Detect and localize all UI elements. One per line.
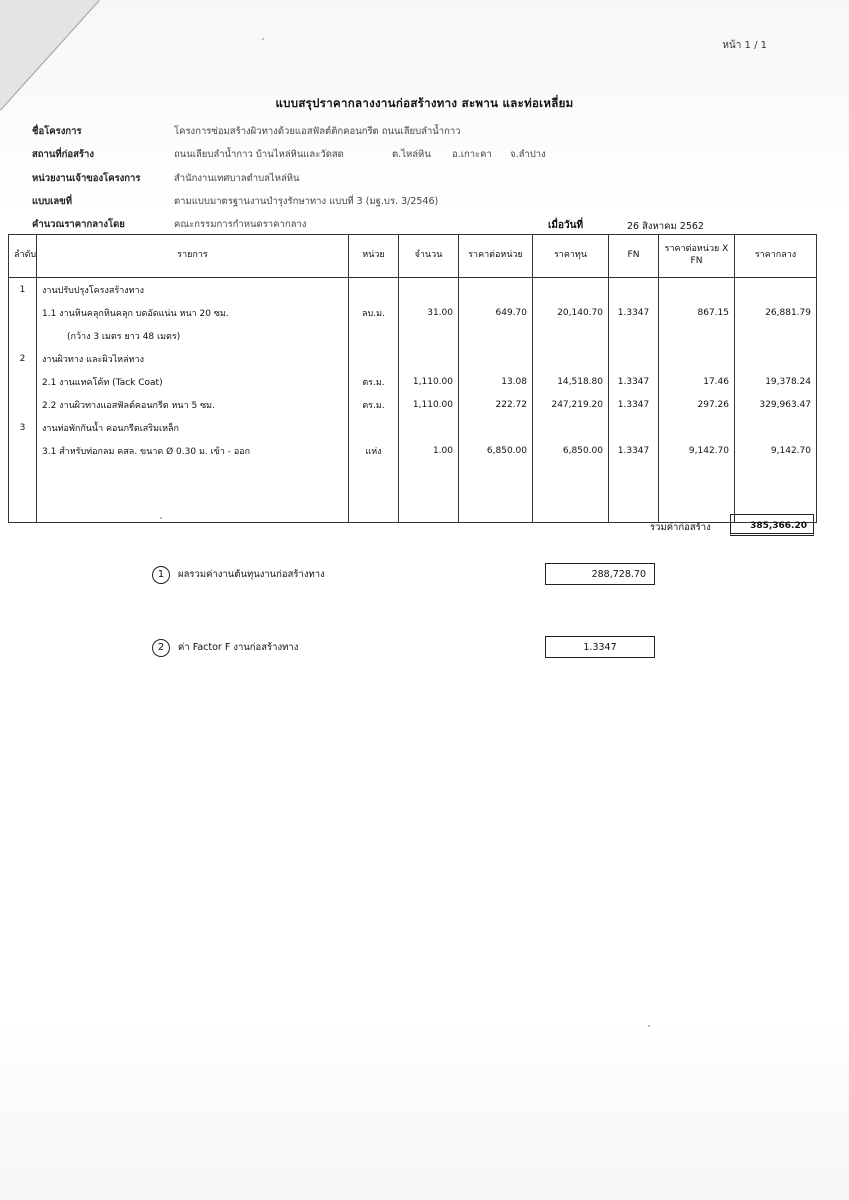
row-unit-price-fn: 17.46 (659, 370, 735, 393)
row-unit-price-fn: 9,142.70 (659, 439, 735, 462)
agency-label: หน่วยงานเจ้าของโครงการ (32, 173, 141, 184)
table-row (9, 324, 817, 347)
page-number: หน้า 1 / 1 (722, 40, 767, 51)
summary-value-box: 288,728.70 (545, 563, 655, 585)
summary-label: ค่า Factor F งานก่อสร้างทาง (178, 642, 299, 653)
row-quantity: 1,110.00 (399, 370, 459, 393)
row-median-price: 329,963.47 (735, 393, 817, 416)
table-row-empty (9, 492, 817, 523)
header-median-price: ราคากลาง (735, 235, 817, 278)
cost-table (8, 234, 817, 523)
table-row (9, 301, 817, 324)
table-row (9, 393, 817, 416)
header-cost: ราคาทุน (533, 235, 609, 278)
row-median-price: 9,142.70 (735, 439, 817, 462)
row-description: 1.1 งานหินคลุกหินคลุก บดอัดแน่น หนา 20 ซม. (37, 301, 349, 324)
location-place: ถนนเลียบลำน้ำกาว บ้านไหล่หินและวัดสด (174, 149, 344, 160)
row-note: (กว้าง 3 เมตร ยาว 48 เมตร) (37, 324, 349, 347)
row-fn: 1.3347 (609, 370, 659, 393)
row-median-price: 26,881.79 (735, 301, 817, 324)
row-cost: 20,140.70 (533, 301, 609, 324)
row-no: 2 (9, 347, 37, 370)
row-unit-price: 13.08 (459, 370, 533, 393)
table-row (9, 347, 817, 370)
document-title: แบบสรุปราคากลางงานก่อสร้างทาง สะพาน และท่อเหลี่ยม (275, 96, 574, 110)
total-label: รวมค่าก่อสร้าง (650, 522, 711, 533)
estimator-value: คณะกรรมการกำหนดราคากลาง (174, 219, 307, 230)
row-fn: 1.3347 (609, 301, 659, 324)
row-quantity: 1.00 (399, 439, 459, 462)
project-value: โครงการซ่อมสร้างผิวทางด้วยแอสฟัลต์ติกคอนกรีต ถนนเลียบลำน้ำกาว (174, 126, 461, 137)
header-unit-price-fn: ราคาต่อหน่วย X FN (659, 235, 735, 278)
row-median-price: 19,378.24 (735, 370, 817, 393)
row-unit-price: 222.72 (459, 393, 533, 416)
scan-speck (160, 517, 162, 519)
row-cost: 14,518.80 (533, 370, 609, 393)
row-no: 1 (9, 278, 37, 302)
row-description: งานท่อพักกันน้ำ คอนกรีตเสริมเหล็ก (37, 416, 349, 439)
row-description: 2.1 งานแทคโค้ท (Tack Coat) (37, 370, 349, 393)
table-row-empty (9, 462, 817, 492)
agency-value: สำนักงานเทศบาลตำบลไหล่หิน (174, 173, 300, 184)
row-description: 2.2 งานผิวทางแอสฟัลต์คอนกรีต หนา 5 ซม. (37, 393, 349, 416)
row-cost: 6,850.00 (533, 439, 609, 462)
summary-item (152, 566, 325, 584)
location-subdistrict: ต.ไหล่หิน (392, 149, 431, 160)
date-value: 26 สิงหาคม 2562 (627, 221, 704, 232)
row-unit-price-fn: 297.26 (659, 393, 735, 416)
row-cost: 247,219.20 (533, 393, 609, 416)
table-header-row (9, 235, 817, 278)
row-no: 3 (9, 416, 37, 439)
project-label: ชื่อโครงการ (32, 126, 82, 137)
row-unit: ตร.ม. (349, 393, 399, 416)
header-quantity: จำนวน (399, 235, 459, 278)
row-quantity: 31.00 (399, 301, 459, 324)
scan-speck (262, 38, 264, 40)
location-label: สถานที่ก่อสร้าง (32, 149, 94, 160)
summary-label: ผลรวมค่างานต้นทุนงานก่อสร้างทาง (178, 569, 325, 580)
form-value: ตามแบบมาตรฐานงานบำรุงรักษาทาง แบบที่ 3 (มฐ.บร. 3/2546) (174, 196, 439, 207)
row-description: งานผิวทาง และผิวไหล่ทาง (37, 347, 349, 370)
form-label: แบบเลขที่ (32, 196, 73, 207)
location-province: จ.ลำปาง (510, 149, 546, 160)
row-description: 3.1 สำหรับท่อกลม คสล. ขนาด Ø 0.30 ม. เข้า - ออก (37, 439, 349, 462)
table-row (9, 439, 817, 462)
header-unit: หน่วย (349, 235, 399, 278)
scan-speck (648, 1025, 650, 1027)
header-no: ลำดับ (9, 235, 37, 278)
header-description: รายการ (37, 235, 349, 278)
row-fn: 1.3347 (609, 439, 659, 462)
total-value: 385,366.20 (730, 514, 814, 536)
table-row (9, 416, 817, 439)
header-unit-price: ราคาต่อหน่วย (459, 235, 533, 278)
summary-value-box: 1.3347 (545, 636, 655, 658)
circled-number: 1 (152, 566, 170, 584)
location-district: อ.เกาะคา (452, 149, 492, 160)
row-description: งานปรับปรุงโครงสร้างทาง (37, 278, 349, 302)
row-fn: 1.3347 (609, 393, 659, 416)
row-unit: ลบ.ม. (349, 301, 399, 324)
row-unit-price: 649.70 (459, 301, 533, 324)
row-unit-price-fn: 867.15 (659, 301, 735, 324)
circled-number: 2 (152, 639, 170, 657)
table-row (9, 278, 817, 302)
row-quantity: 1,110.00 (399, 393, 459, 416)
summary-item (152, 639, 298, 657)
estimator-label: คำนวณราคากลางโดย (32, 219, 125, 230)
table-row (9, 370, 817, 393)
row-unit: แห่ง (349, 439, 399, 462)
row-unit: ตร.ม. (349, 370, 399, 393)
row-unit-price: 6,850.00 (459, 439, 533, 462)
date-label: เมื่อวันที่ (548, 220, 584, 231)
header-fn: FN (609, 235, 659, 278)
